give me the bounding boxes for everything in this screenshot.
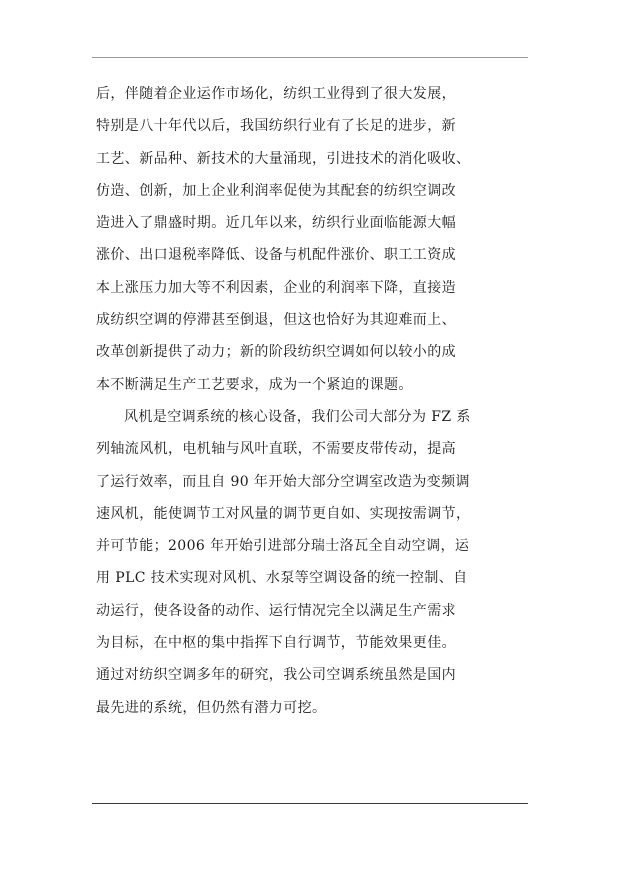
text-line: 列轴流风机，电机轴与风叶直联，不需要皮带传动，提高 [96, 441, 456, 458]
text-line: 并可节能；2006 年开始引进部分瑞士洛瓦全自动空调，运 [96, 538, 470, 555]
text-line: 用 PLC 技术实现对风机、水泵等空调设备的统一控制、自 [96, 570, 468, 587]
text-line: 仿造、创新，加上企业利润率促使为其配套的纺织空调改 [96, 182, 456, 199]
text-line: 造进入了鼎盛时期。近几年以来，纺织行业面临能源大幅 [96, 215, 456, 232]
text-line: 后，伴随着企业运作市场化，纺织工业得到了很大发展， [96, 86, 456, 102]
text-line: 改革创新提供了动力；新的阶段纺织空调如何以较小的成 [96, 344, 456, 361]
text-line: 最先进的系统，但仍然有潜力可挖。 [96, 699, 327, 716]
footer-rule [92, 803, 528, 804]
document-body [96, 78, 526, 724]
text-line: 为目标，在中枢的集中指挥下自行调节，节能效果更佳。 [96, 635, 456, 652]
text-line: 特别是八十年代以后，我国纺织行业有了长足的进步，新 [96, 118, 456, 135]
text-line: 工艺、新品种、新技术的大量涌现，引进技术的消化吸收、 [96, 150, 471, 167]
header-rule [92, 57, 528, 58]
text-line: 本不断满足生产工艺要求，成为一个紧迫的课题。 [96, 376, 413, 393]
text-line: 本上涨压力加大等不利因素，企业的利润率下降，直接造 [96, 279, 456, 296]
text-line: 速风机，能使调节工对风量的调节更自如、实现按需调节， [96, 505, 471, 522]
text-line: 动运行，使各设备的动作、运行情况完全以满足生产需求 [96, 602, 456, 619]
text-line: 通过对纺织空调多年的研究，我公司空调系统虽然是国内 [96, 667, 456, 684]
text-line: 成纺织空调的停滞甚至倒退，但这也恰好为其迎难而上、 [96, 312, 456, 329]
text-line: 涨价、出口退税率降低、设备与机配件涨价、职工工资成 [96, 247, 456, 264]
text-line: 了运行效率，而且自 90 年开始大部分空调室改造为变频调 [96, 473, 470, 490]
paragraph-first-line: 风机是空调系统的核心设备，我们公司大部分为 FZ 系 [124, 408, 471, 425]
